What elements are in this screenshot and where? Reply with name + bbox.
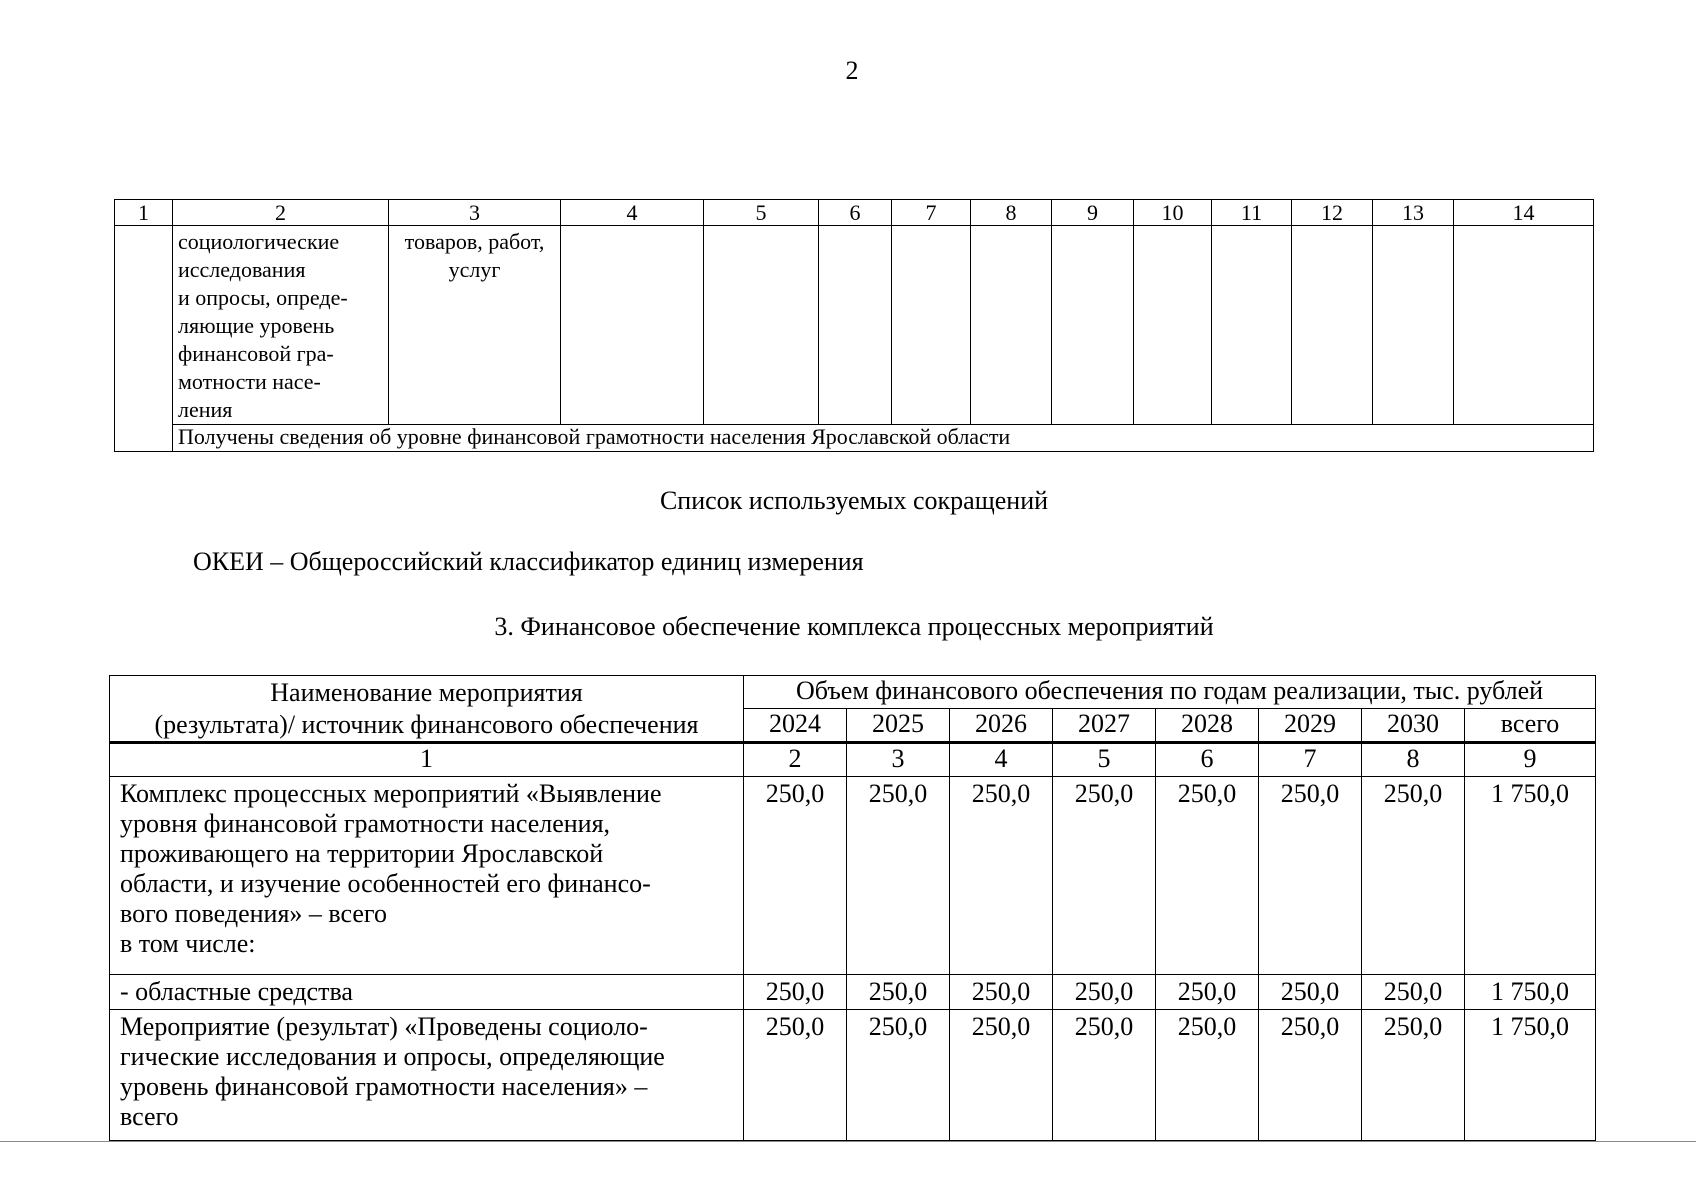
value-cell: 250,0 bbox=[1259, 1010, 1362, 1141]
page-number: 2 bbox=[845, 56, 859, 85]
text-line: и опросы, опреде- bbox=[178, 285, 348, 310]
column-number: 4 bbox=[561, 200, 704, 226]
empty-cell bbox=[1454, 226, 1594, 425]
column-number: 9 bbox=[1052, 200, 1134, 226]
text-line: - областные средства bbox=[120, 977, 353, 1006]
text-line: услуг bbox=[448, 257, 501, 282]
table-row bbox=[110, 1010, 1596, 1141]
column-number: 2 bbox=[744, 743, 847, 777]
column-number: 6 bbox=[819, 200, 892, 226]
column-number: 4 bbox=[950, 743, 1053, 777]
column-number: 7 bbox=[892, 200, 971, 226]
column-number: 3 bbox=[389, 200, 561, 226]
empty-cell bbox=[892, 226, 971, 425]
value-cell: 250,0 bbox=[847, 777, 950, 975]
column-number-row bbox=[110, 743, 1596, 777]
column-number: 7 bbox=[1259, 743, 1362, 777]
year-header: 2026 bbox=[950, 709, 1053, 743]
result-row bbox=[115, 425, 1594, 452]
year-header: 2027 bbox=[1053, 709, 1156, 743]
header-line: (результата)/ источник финансового обеспечения bbox=[154, 709, 699, 739]
volume-column-header: Объем финансового обеспечения по годам реализации, тыс. рублей bbox=[744, 676, 1596, 709]
empty-cell bbox=[1052, 226, 1134, 425]
text-line: Комплекс процессных мероприятий «Выявление bbox=[120, 779, 662, 808]
total-header: всего bbox=[1465, 709, 1596, 743]
text-line: всего bbox=[120, 1102, 179, 1131]
column-number: 3 bbox=[847, 743, 950, 777]
column-number: 1 bbox=[110, 743, 744, 777]
column-number: 8 bbox=[1362, 743, 1465, 777]
column-number: 6 bbox=[1156, 743, 1259, 777]
text-line: социологические bbox=[178, 229, 340, 254]
year-header: 2030 bbox=[1362, 709, 1465, 743]
header-row bbox=[110, 676, 1596, 709]
column-number: 12 bbox=[1292, 200, 1373, 226]
financial-support-table bbox=[109, 675, 1596, 1141]
column-number: 14 bbox=[1454, 200, 1594, 226]
text-line: ления bbox=[178, 397, 233, 422]
text-line: гические исследования и опросы, определяющие bbox=[120, 1042, 665, 1071]
total-cell: 1 750,0 bbox=[1465, 777, 1596, 975]
table-row bbox=[110, 777, 1596, 975]
row-name-cell bbox=[110, 975, 744, 1010]
text-line: товаров, работ, bbox=[404, 229, 545, 254]
empty-cell bbox=[971, 226, 1052, 425]
text-line: Мероприятие (результат) «Проведены социоло- bbox=[120, 1012, 648, 1041]
total-cell: 1 750,0 bbox=[1465, 1010, 1596, 1141]
measure-type-cell bbox=[389, 226, 561, 425]
empty-cell bbox=[819, 226, 892, 425]
column-number-row bbox=[115, 200, 1594, 226]
value-cell: 250,0 bbox=[744, 777, 847, 975]
value-cell: 250,0 bbox=[1362, 1010, 1465, 1141]
value-cell: 250,0 bbox=[1053, 975, 1156, 1010]
empty-cell bbox=[1292, 226, 1373, 425]
measures-table-continuation bbox=[114, 199, 1594, 452]
value-cell: 250,0 bbox=[1156, 975, 1259, 1010]
total-cell: 1 750,0 bbox=[1465, 975, 1596, 1010]
value-cell: 250,0 bbox=[1259, 777, 1362, 975]
abbreviation-okei: ОКЕИ – Общероссийский классификатор единиц измерения bbox=[193, 547, 864, 576]
column-number: 9 bbox=[1465, 743, 1596, 777]
column-number: 8 bbox=[971, 200, 1052, 226]
year-header: 2025 bbox=[847, 709, 950, 743]
column-number: 5 bbox=[1053, 743, 1156, 777]
text-line: уровня финансовой грамотности населения, bbox=[120, 809, 611, 838]
header-line: Наименование мероприятия bbox=[270, 677, 583, 707]
empty-cell bbox=[115, 226, 173, 452]
empty-cell bbox=[561, 226, 704, 425]
column-number: 11 bbox=[1212, 200, 1292, 226]
value-cell: 250,0 bbox=[1362, 777, 1465, 975]
text-line: вого поведения» – всего bbox=[120, 899, 387, 928]
year-header: 2029 bbox=[1259, 709, 1362, 743]
empty-cell bbox=[1134, 226, 1212, 425]
value-cell: 250,0 bbox=[847, 975, 950, 1010]
empty-cell bbox=[1373, 226, 1454, 425]
empty-cell bbox=[704, 226, 819, 425]
page-edge-line bbox=[0, 1141, 1696, 1142]
value-cell: 250,0 bbox=[744, 1010, 847, 1141]
value-cell: 250,0 bbox=[950, 777, 1053, 975]
text-line: финансовой гра- bbox=[178, 341, 334, 366]
value-cell: 250,0 bbox=[847, 1010, 950, 1141]
column-number: 1 bbox=[115, 200, 173, 226]
name-column-header bbox=[110, 676, 744, 743]
row-name-cell bbox=[110, 1010, 744, 1141]
value-cell: 250,0 bbox=[950, 1010, 1053, 1141]
text-line: мотности насе- bbox=[178, 369, 321, 394]
column-number: 2 bbox=[173, 200, 389, 226]
empty-cell bbox=[1212, 226, 1292, 425]
year-header: 2028 bbox=[1156, 709, 1259, 743]
table-row bbox=[115, 226, 1594, 425]
column-number: 10 bbox=[1134, 200, 1212, 226]
text-line: ляющие уровень bbox=[178, 313, 335, 338]
value-cell: 250,0 bbox=[1053, 1010, 1156, 1141]
text-line: области, и изучение особенностей его финансо- bbox=[120, 869, 651, 898]
column-number: 5 bbox=[704, 200, 819, 226]
measure-name-cell bbox=[173, 226, 389, 425]
year-header: 2024 bbox=[744, 709, 847, 743]
result-text: Получены сведения об уровне финансовой грамотности населения Ярославской области bbox=[173, 425, 1594, 452]
text-line: исследования bbox=[178, 257, 306, 282]
value-cell: 250,0 bbox=[1156, 1010, 1259, 1141]
text-line: в том числе: bbox=[120, 929, 256, 958]
abbreviations-heading: Список используемых сокращений bbox=[659, 486, 1049, 515]
value-cell: 250,0 bbox=[1156, 777, 1259, 975]
text-line: проживающего на территории Ярославской bbox=[120, 839, 604, 868]
column-number: 13 bbox=[1373, 200, 1454, 226]
value-cell: 250,0 bbox=[950, 975, 1053, 1010]
value-cell: 250,0 bbox=[1053, 777, 1156, 975]
table-row bbox=[110, 975, 1596, 1010]
section-title: 3. Финансовое обеспечение комплекса процессных мероприятий bbox=[494, 612, 1214, 641]
text-line: уровень финансовой грамотности населения» – bbox=[120, 1072, 648, 1101]
value-cell: 250,0 bbox=[1362, 975, 1465, 1010]
value-cell: 250,0 bbox=[744, 975, 847, 1010]
value-cell: 250,0 bbox=[1259, 975, 1362, 1010]
row-name-cell bbox=[110, 777, 744, 975]
